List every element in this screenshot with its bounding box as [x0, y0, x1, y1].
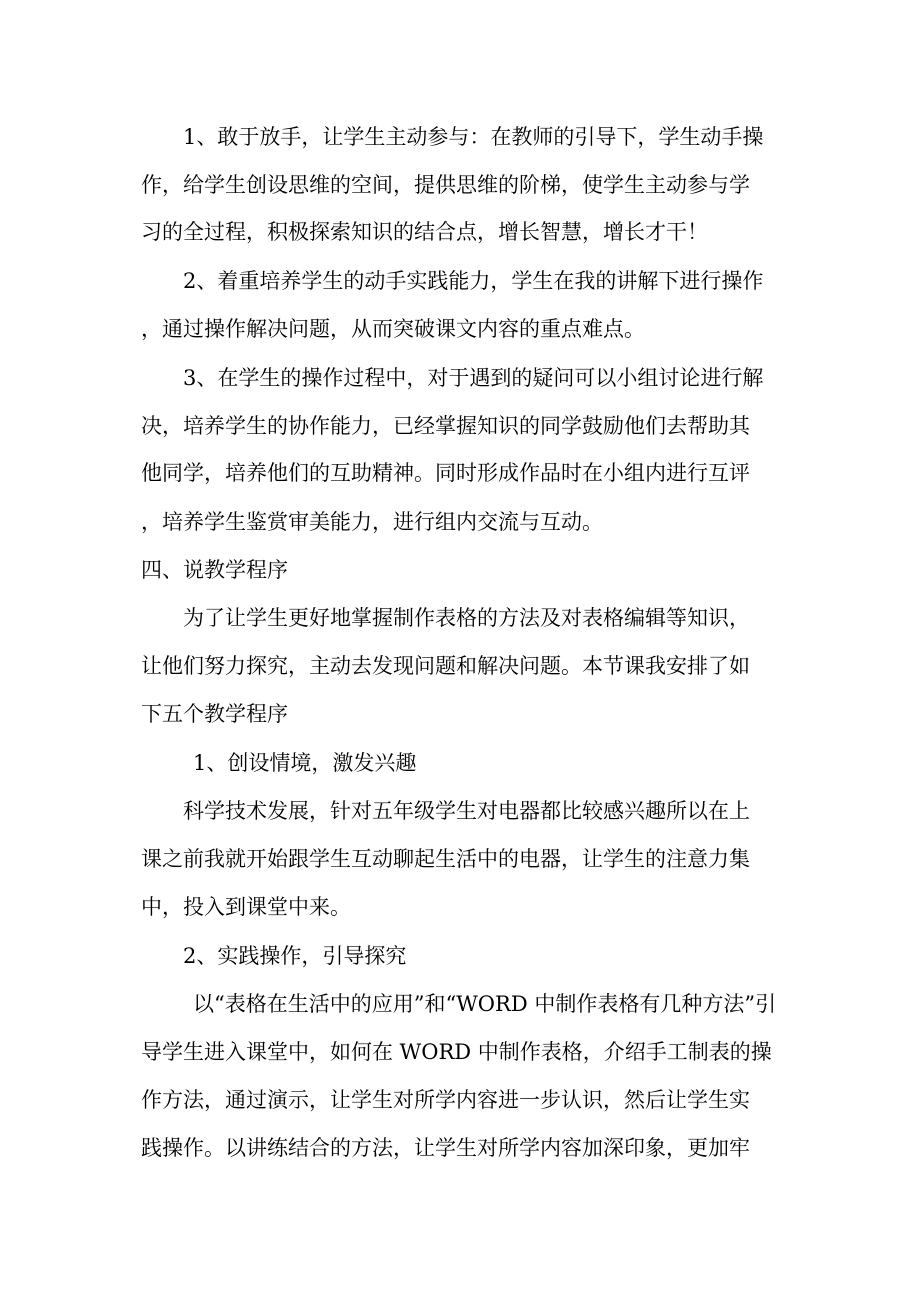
paragraph-line: 科学技术发展，针对五年级学生对电器都比较感兴趣所以在上 [183, 799, 750, 823]
paragraph-line: 践操作。以讲练结合的方法，让学生对所学内容加深印象，更加牢 [141, 1136, 750, 1160]
paragraph-line: 作方法，通过演示，让学生对所学内容进一步认识，然后让学生实 [141, 1088, 750, 1112]
paragraph-line: 课之前我就开始跟学生互动聊起生活中的电器，让学生的注意力集 [141, 847, 750, 871]
paragraph-line: 2、着重培养学生的动手实践能力，学生在我的讲解下进行操作 [183, 269, 764, 293]
paragraph-line: 3、在学生的操作过程中，对于遇到的疑问可以小组讨论进行解 [183, 366, 764, 390]
section-heading: 四、说教学程序 [141, 558, 288, 582]
paragraph-line: 导学生进入课堂中，如何在 WORD 中制作表格，介绍手工制表的操 [141, 1040, 772, 1064]
subsection-heading: 2、实践操作，引导探究 [183, 944, 407, 968]
paragraph-line: 以“表格在生活中的应用”和“WORD 中制作表格有几种方法”引 [193, 992, 777, 1016]
paragraph-line: 下五个教学程序 [141, 702, 288, 726]
paragraph-line: ，培养学生鉴赏审美能力，进行组内交流与互动。 [141, 510, 603, 534]
paragraph-line: 作，给学生创设思维的空间，提供思维的阶梯，使学生主动参与学 [141, 173, 750, 197]
paragraph-line: 决，培养学生的协作能力，已经掌握知识的同学鼓励他们去帮助其 [141, 414, 750, 438]
paragraph-line: 1、敢于放手，让学生主动参与：在教师的引导下，学生动手操 [183, 125, 764, 149]
paragraph-line: 中，投入到课堂中来。 [141, 895, 351, 919]
paragraph-line: ，通过操作解决问题，从而突破课文内容的重点难点。 [141, 317, 645, 341]
paragraph-line: 习的全过程，积极探索知识的结合点，增长智慧，增长才干！ [141, 220, 708, 244]
paragraph-line: 让他们努力探究，主动去发现问题和解决问题。本节课我安排了如 [141, 654, 750, 678]
paragraph-line: 他同学，培养他们的互助精神。同时形成作品时在小组内进行互评 [141, 461, 750, 485]
subsection-heading: 1、创设情境，激发兴趣 [193, 751, 417, 775]
paragraph-line: 为了让学生更好地掌握制作表格的方法及对表格编辑等知识， [183, 606, 750, 630]
